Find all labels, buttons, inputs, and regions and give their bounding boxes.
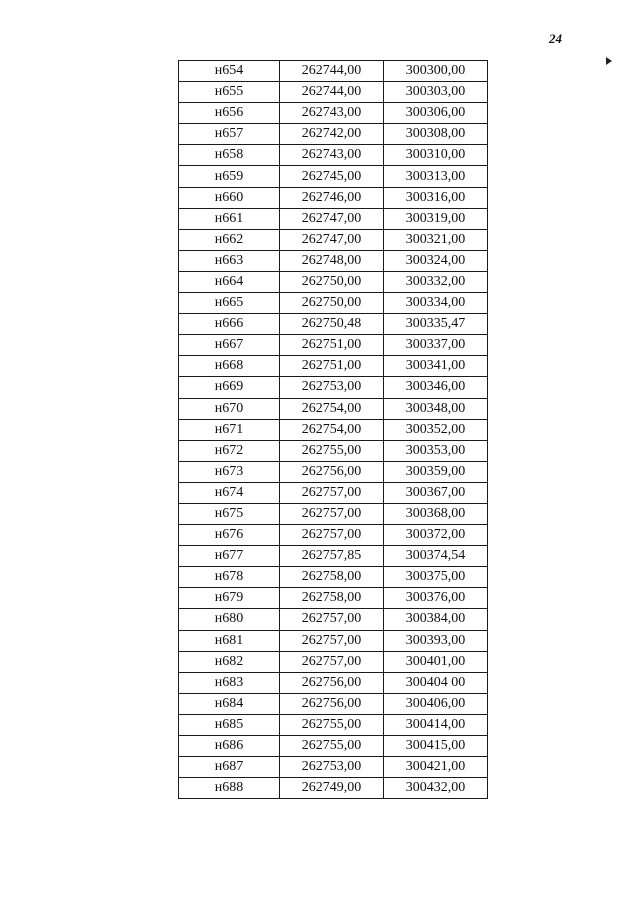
x-coordinate-cell: 262750,00 bbox=[280, 271, 384, 292]
table-row bbox=[179, 187, 488, 208]
coordinates-table bbox=[178, 60, 488, 799]
table-row bbox=[179, 398, 488, 419]
table-row bbox=[179, 271, 488, 292]
table-row bbox=[179, 356, 488, 377]
x-coordinate-cell: 262744,00 bbox=[280, 61, 384, 82]
table-row bbox=[179, 482, 488, 503]
y-coordinate-cell: 300303,00 bbox=[384, 82, 488, 103]
table-row bbox=[179, 208, 488, 229]
y-coordinate-cell: 300372,00 bbox=[384, 525, 488, 546]
x-coordinate-cell: 262744,00 bbox=[280, 82, 384, 103]
point-name-cell: н679 bbox=[179, 588, 280, 609]
y-coordinate-cell: 300414,00 bbox=[384, 714, 488, 735]
margin-mark-icon bbox=[606, 57, 612, 65]
x-coordinate-cell: 262757,00 bbox=[280, 630, 384, 651]
y-coordinate-cell: 300432,00 bbox=[384, 778, 488, 799]
x-coordinate-cell: 262756,00 bbox=[280, 693, 384, 714]
x-coordinate-cell: 262742,00 bbox=[280, 124, 384, 145]
x-coordinate-cell: 262754,00 bbox=[280, 419, 384, 440]
x-coordinate-cell: 262757,00 bbox=[280, 609, 384, 630]
point-name-cell: н658 bbox=[179, 145, 280, 166]
x-coordinate-cell: 262743,00 bbox=[280, 145, 384, 166]
point-name-cell: н666 bbox=[179, 314, 280, 335]
table-row bbox=[179, 250, 488, 271]
x-coordinate-cell: 262754,00 bbox=[280, 398, 384, 419]
x-coordinate-cell: 262746,00 bbox=[280, 187, 384, 208]
table-row bbox=[179, 314, 488, 335]
point-name-cell: н659 bbox=[179, 166, 280, 187]
table-row bbox=[179, 503, 488, 524]
point-name-cell: н656 bbox=[179, 103, 280, 124]
x-coordinate-cell: 262750,48 bbox=[280, 314, 384, 335]
x-coordinate-cell: 262757,00 bbox=[280, 525, 384, 546]
table-row bbox=[179, 103, 488, 124]
table-row bbox=[179, 335, 488, 356]
y-coordinate-cell: 300316,00 bbox=[384, 187, 488, 208]
x-coordinate-cell: 262747,00 bbox=[280, 229, 384, 250]
x-coordinate-cell: 262755,00 bbox=[280, 736, 384, 757]
point-name-cell: н668 bbox=[179, 356, 280, 377]
table-row bbox=[179, 82, 488, 103]
x-coordinate-cell: 262751,00 bbox=[280, 356, 384, 377]
point-name-cell: н682 bbox=[179, 651, 280, 672]
y-coordinate-cell: 300415,00 bbox=[384, 736, 488, 757]
page-number: 24 bbox=[549, 31, 562, 46]
point-name-cell: н669 bbox=[179, 377, 280, 398]
x-coordinate-cell: 262750,00 bbox=[280, 293, 384, 314]
y-coordinate-cell: 300353,00 bbox=[384, 440, 488, 461]
table-row bbox=[179, 525, 488, 546]
point-name-cell: н660 bbox=[179, 187, 280, 208]
table-row bbox=[179, 693, 488, 714]
x-coordinate-cell: 262749,00 bbox=[280, 778, 384, 799]
y-coordinate-cell: 300401,00 bbox=[384, 651, 488, 672]
y-coordinate-cell: 300337,00 bbox=[384, 335, 488, 356]
table-row bbox=[179, 166, 488, 187]
table-row bbox=[179, 609, 488, 630]
point-name-cell: н684 bbox=[179, 693, 280, 714]
x-coordinate-cell: 262743,00 bbox=[280, 103, 384, 124]
y-coordinate-cell: 300313,00 bbox=[384, 166, 488, 187]
y-coordinate-cell: 300306,00 bbox=[384, 103, 488, 124]
y-coordinate-cell: 300374,54 bbox=[384, 546, 488, 567]
point-name-cell: н670 bbox=[179, 398, 280, 419]
point-name-cell: н676 bbox=[179, 525, 280, 546]
table-row bbox=[179, 714, 488, 735]
y-coordinate-cell: 300367,00 bbox=[384, 482, 488, 503]
y-coordinate-cell: 300324,00 bbox=[384, 250, 488, 271]
y-coordinate-cell: 300375,00 bbox=[384, 567, 488, 588]
point-name-cell: н681 bbox=[179, 630, 280, 651]
point-name-cell: н675 bbox=[179, 503, 280, 524]
point-name-cell: н654 bbox=[179, 61, 280, 82]
point-name-cell: н688 bbox=[179, 778, 280, 799]
y-coordinate-cell: 300321,00 bbox=[384, 229, 488, 250]
point-name-cell: н672 bbox=[179, 440, 280, 461]
table-row bbox=[179, 588, 488, 609]
point-name-cell: н685 bbox=[179, 714, 280, 735]
y-coordinate-cell: 300319,00 bbox=[384, 208, 488, 229]
table-row bbox=[179, 736, 488, 757]
table-row bbox=[179, 145, 488, 166]
point-name-cell: н661 bbox=[179, 208, 280, 229]
point-name-cell: н665 bbox=[179, 293, 280, 314]
point-name-cell: н678 bbox=[179, 567, 280, 588]
table-row bbox=[179, 61, 488, 82]
y-coordinate-cell: 300368,00 bbox=[384, 503, 488, 524]
point-name-cell: н664 bbox=[179, 271, 280, 292]
point-name-cell: н671 bbox=[179, 419, 280, 440]
table-row bbox=[179, 672, 488, 693]
coordinates-table-body bbox=[179, 61, 488, 799]
y-coordinate-cell: 300310,00 bbox=[384, 145, 488, 166]
point-name-cell: н677 bbox=[179, 546, 280, 567]
x-coordinate-cell: 262757,00 bbox=[280, 503, 384, 524]
y-coordinate-cell: 300335,47 bbox=[384, 314, 488, 335]
point-name-cell: н655 bbox=[179, 82, 280, 103]
x-coordinate-cell: 262756,00 bbox=[280, 672, 384, 693]
x-coordinate-cell: 262757,00 bbox=[280, 482, 384, 503]
x-coordinate-cell: 262753,00 bbox=[280, 757, 384, 778]
y-coordinate-cell: 300404 00 bbox=[384, 672, 488, 693]
x-coordinate-cell: 262753,00 bbox=[280, 377, 384, 398]
y-coordinate-cell: 300332,00 bbox=[384, 271, 488, 292]
table-row bbox=[179, 461, 488, 482]
table-row bbox=[179, 377, 488, 398]
table-row bbox=[179, 419, 488, 440]
table-row bbox=[179, 124, 488, 145]
point-name-cell: н687 bbox=[179, 757, 280, 778]
point-name-cell: н673 bbox=[179, 461, 280, 482]
x-coordinate-cell: 262757,00 bbox=[280, 651, 384, 672]
table-row bbox=[179, 778, 488, 799]
point-name-cell: н686 bbox=[179, 736, 280, 757]
y-coordinate-cell: 300308,00 bbox=[384, 124, 488, 145]
point-name-cell: н683 bbox=[179, 672, 280, 693]
y-coordinate-cell: 300346,00 bbox=[384, 377, 488, 398]
x-coordinate-cell: 262758,00 bbox=[280, 567, 384, 588]
y-coordinate-cell: 300384,00 bbox=[384, 609, 488, 630]
point-name-cell: н674 bbox=[179, 482, 280, 503]
table-row bbox=[179, 567, 488, 588]
y-coordinate-cell: 300341,00 bbox=[384, 356, 488, 377]
table-row bbox=[179, 229, 488, 250]
y-coordinate-cell: 300300,00 bbox=[384, 61, 488, 82]
y-coordinate-cell: 300359,00 bbox=[384, 461, 488, 482]
table-row bbox=[179, 630, 488, 651]
y-coordinate-cell: 300406,00 bbox=[384, 693, 488, 714]
x-coordinate-cell: 262747,00 bbox=[280, 208, 384, 229]
x-coordinate-cell: 262758,00 bbox=[280, 588, 384, 609]
table-row bbox=[179, 546, 488, 567]
point-name-cell: н663 bbox=[179, 250, 280, 271]
point-name-cell: н662 bbox=[179, 229, 280, 250]
y-coordinate-cell: 300421,00 bbox=[384, 757, 488, 778]
y-coordinate-cell: 300352,00 bbox=[384, 419, 488, 440]
table-row bbox=[179, 293, 488, 314]
x-coordinate-cell: 262756,00 bbox=[280, 461, 384, 482]
table-row bbox=[179, 440, 488, 461]
y-coordinate-cell: 300376,00 bbox=[384, 588, 488, 609]
table-row bbox=[179, 651, 488, 672]
x-coordinate-cell: 262755,00 bbox=[280, 440, 384, 461]
point-name-cell: н667 bbox=[179, 335, 280, 356]
point-name-cell: н657 bbox=[179, 124, 280, 145]
y-coordinate-cell: 300348,00 bbox=[384, 398, 488, 419]
y-coordinate-cell: 300393,00 bbox=[384, 630, 488, 651]
x-coordinate-cell: 262757,85 bbox=[280, 546, 384, 567]
x-coordinate-cell: 262748,00 bbox=[280, 250, 384, 271]
y-coordinate-cell: 300334,00 bbox=[384, 293, 488, 314]
x-coordinate-cell: 262745,00 bbox=[280, 166, 384, 187]
x-coordinate-cell: 262751,00 bbox=[280, 335, 384, 356]
point-name-cell: н680 bbox=[179, 609, 280, 630]
x-coordinate-cell: 262755,00 bbox=[280, 714, 384, 735]
table-row bbox=[179, 757, 488, 778]
